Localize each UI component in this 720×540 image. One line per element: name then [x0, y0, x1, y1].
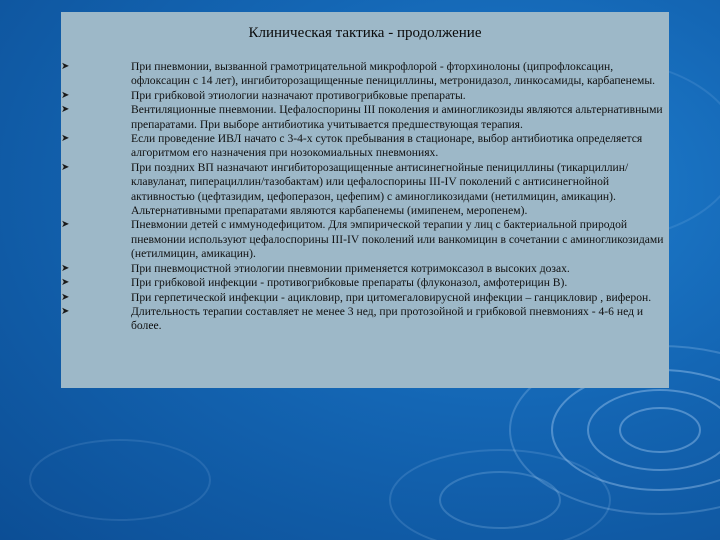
list-item: ➤ При грибковой инфекции - противогрибковые препараты (флуконазол, амфотерицин В). — [61, 276, 568, 290]
arrow-bullet-icon: ➤ — [61, 61, 70, 72]
arrow-bullet-icon: ➤ — [61, 291, 70, 303]
arrow-bullet-icon: ➤ — [61, 219, 70, 231]
arrow-bullet-icon: ➤ — [61, 89, 70, 101]
list-item: ➤ При герпетической инфекции - ацикловир, при цитомегаловирусной инфекции – ганцикловир , виферон. — [61, 290, 652, 304]
content-panel — [61, 12, 669, 388]
slide-title: Клиническая тактика - продолжение — [248, 25, 482, 41]
arrow-bullet-icon: ➤ — [61, 104, 70, 116]
list-item: ➤ При пневмоцистной этиологии пневмонии применяется котримоксазол в высоких дозах. — [61, 261, 570, 275]
list-item: ➤ Вентиляционные пневмонии. Цефалоспорины III поколения и аминогликозиды являются альтернативными препаратами. При выборе антибиотика учитывается предшествующая терапия. — [61, 103, 663, 131]
list-item: ➤ Длительность терапии составляет не менее 3 нед, при протозойной и грибковой пневмониях - 4-6 нед и более. — [61, 304, 644, 333]
arrow-bullet-icon: ➤ — [61, 161, 70, 173]
arrow-bullet-icon: ➤ — [61, 277, 70, 289]
arrow-bullet-icon: ➤ — [61, 133, 70, 145]
list-item: ➤ При пневмонии, вызванной грамотрицательной микрофлорой - фторхинолоны (ципрофлоксацин, офлоксацин с 14 лет), ингибиторозащищенные пенициллины, метронидазол, линкосамиды, карбапенемы. — [61, 60, 656, 88]
list-item: ➤ Пневмонии детей с иммунодефицитом. Для эмпирической терапии у лиц с бактериальной природой пневмонии используют цефалоспорины III-IV поколений или ванкомицин в сочетании с аминогликозидами (нетилмицин, амикацин). — [61, 218, 664, 261]
bullet-list — [61, 60, 669, 334]
arrow-bullet-icon: ➤ — [61, 305, 70, 317]
list-item: ➤ При грибковой этиологии назначают противогрибковые препараты. — [61, 88, 466, 102]
list-item: ➤ При поздних ВП назначают ингибиторозащищенные антисинегнойные пенициллины (тикарциллин/клавуланат, пиперациллин/тазобактам) или цефалоспорины III-IV поколений с антисинегнойной активностью (цефтазидим, цефоперазон, цефепим) с аминогликозидами (нетилмицин, амикацин). Альтернативными препаратами являются карбапенемы (имипенем, меропенем). — [61, 160, 629, 218]
arrow-bullet-icon: ➤ — [61, 262, 70, 274]
list-item: ➤ Если проведение ИВЛ начато с 3-4-х суток пребывания в стационаре, выбор антибиотика определяется алгоритмом его назначения при нозокомиальных пневмониях. — [61, 132, 643, 160]
